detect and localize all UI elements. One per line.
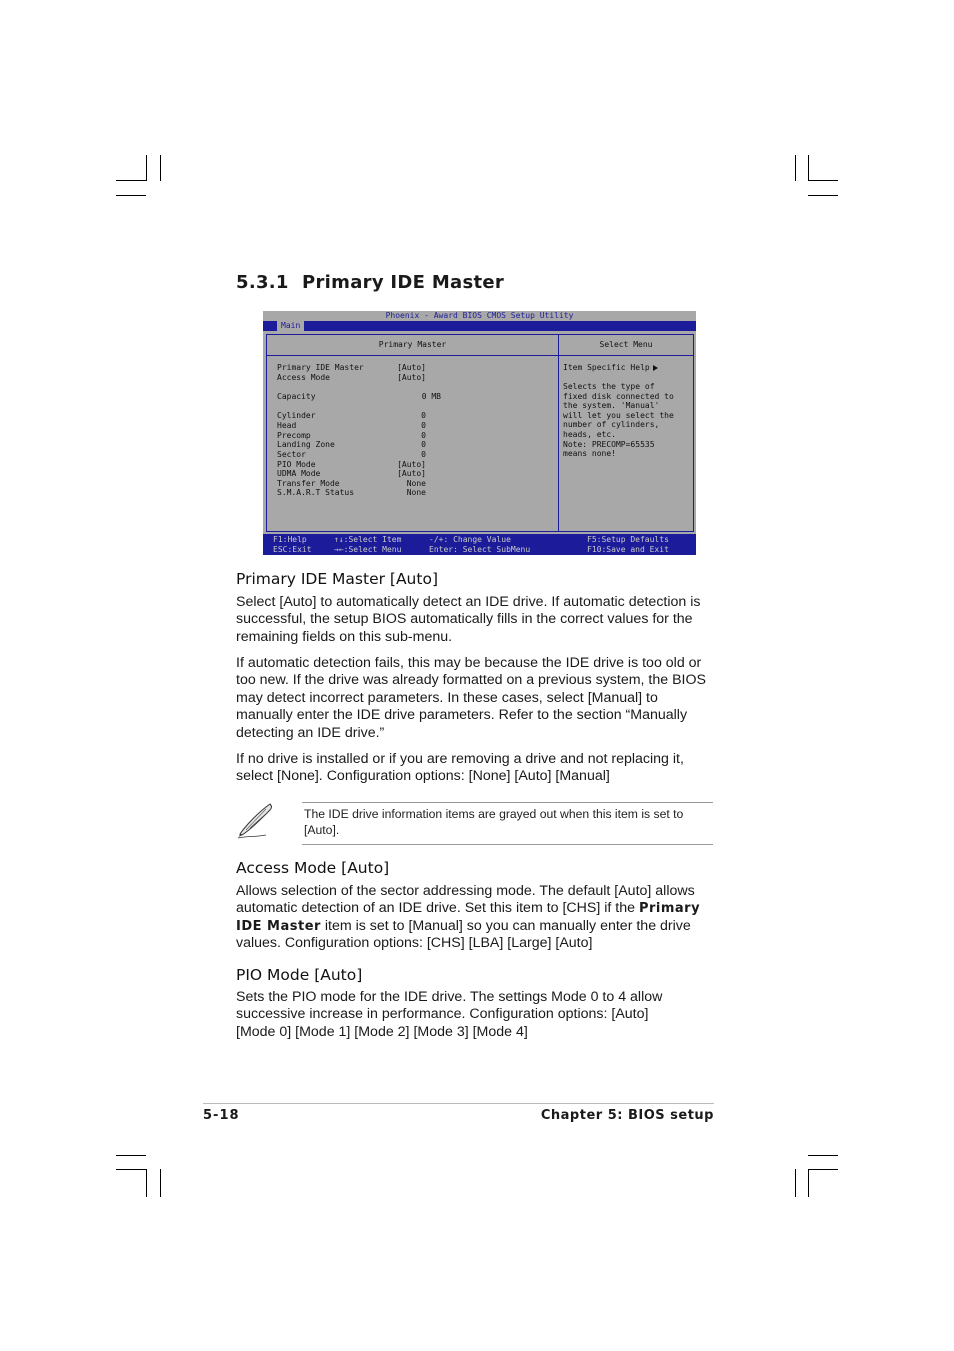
bios-help-header: Select Menu xyxy=(559,335,693,356)
paragraph-text: Allows selection of the sector addressing mode. The default [Auto] allows automatic detection of an IDE drive. Set this item to [CHS] if the xyxy=(236,883,695,917)
triangle-right-icon xyxy=(653,365,658,371)
crop-mark xyxy=(116,1155,146,1156)
field-value: 0 MB xyxy=(421,392,441,401)
field-value: 0 xyxy=(421,421,426,430)
paragraph: Select [Auto] to automatically detect an IDE drive. If automatic detection is successful, the setup BIOS automatically fills in the correct values for the remaining fields on this sub-menu. xyxy=(236,594,701,645)
help-title-text: Item Specific Help xyxy=(563,363,650,372)
crop-mark xyxy=(116,180,146,181)
crop-mark xyxy=(808,1169,809,1197)
bios-panel-header: Primary Master xyxy=(267,335,558,356)
crop-mark xyxy=(160,155,161,181)
help-text: Selects the type of fixed disk connected to the system. 'Manual' will let you select the number of cylinders, heads, etc. Note: PRECOMP=65535 means none! xyxy=(563,382,674,459)
subheading-pio-mode: PIO Mode [Auto] xyxy=(236,966,363,984)
field-value: 0 xyxy=(421,431,426,440)
footer-rule xyxy=(203,1103,714,1104)
paragraph-text: item is set to [Manual] so you can manually enter the drive values. Configuration options: [CHS] [LBA] [Large] [Auto] xyxy=(236,917,691,952)
field-label: S.M.A.R.T Status xyxy=(277,488,355,497)
paragraph: If no drive is installed or if you are removing a drive and not replacing it, select [None]. Configuration options: [None] [Auto] [Manual] xyxy=(236,751,684,785)
crop-mark xyxy=(795,1169,796,1197)
field-label: Head xyxy=(277,421,297,430)
key-exit: ESC:Exit xyxy=(273,545,312,554)
field-label: PIO Mode xyxy=(277,460,316,469)
field-label: UDMA Mode xyxy=(277,469,321,478)
note-text: The IDE drive information items are grayed out when this item is set to [Auto]. xyxy=(304,807,684,837)
key-help: F1:Help xyxy=(273,535,307,544)
subheading-access-mode: Access Mode [Auto] xyxy=(236,859,390,877)
crop-mark xyxy=(808,195,838,196)
section-name: Primary IDE Master xyxy=(302,272,505,293)
field-value: [Auto] xyxy=(397,469,426,478)
key-select-menu: →←:Select Menu xyxy=(334,545,402,554)
field-label: Cylinder xyxy=(277,411,316,420)
bios-menu-main[interactable]: Main xyxy=(277,321,304,331)
field-value: [Auto] xyxy=(397,460,426,469)
crop-mark xyxy=(808,1155,838,1156)
field-label: Landing Zone xyxy=(277,440,335,449)
subheading-primary-ide-master: Primary IDE Master [Auto] xyxy=(236,570,438,588)
pen-note-icon xyxy=(236,800,276,840)
crop-mark xyxy=(795,155,796,181)
crop-mark xyxy=(116,195,146,196)
key-save-exit: F10:Save and Exit xyxy=(587,545,669,554)
field-label: Transfer Mode xyxy=(277,479,340,488)
key-select-item: ↑↓:Select Item xyxy=(334,535,402,544)
bios-help-panel xyxy=(558,334,694,532)
field-value: 0 xyxy=(421,450,426,459)
bios-menubar xyxy=(263,321,696,331)
paragraph-access-mode xyxy=(236,883,716,953)
note-top-rule xyxy=(302,802,713,803)
field-label: Sector xyxy=(277,450,306,459)
field-value: [Auto] xyxy=(397,373,426,382)
bios-title: Phoenix - Award BIOS CMOS Setup Utility xyxy=(263,311,696,321)
page-number: 5-18 xyxy=(203,1108,240,1123)
field-value: 0 xyxy=(421,440,426,449)
help-title xyxy=(563,363,658,372)
field-label: Precomp xyxy=(277,431,311,440)
bios-screenshot xyxy=(263,311,696,555)
key-change-value: -/+: Change Value xyxy=(429,535,511,544)
note-bottom-rule xyxy=(302,844,713,845)
crop-mark xyxy=(808,180,838,181)
paragraph: If automatic detection fails, this may be because the IDE drive is too old or too new. If the drive was already formatted on a previous system, the BIOS may detect incorrect parameters. In these cases, select [Manual] to manually enter the IDE drive parameters. Refer to the section “Manually detecting an IDE drive.” xyxy=(236,655,706,741)
crop-mark xyxy=(116,1169,146,1170)
crop-mark xyxy=(808,1169,838,1170)
section-title xyxy=(236,272,504,293)
crop-mark xyxy=(160,1169,161,1197)
section-number: 5.3.1 xyxy=(236,272,289,293)
field-value: None xyxy=(406,479,426,488)
bios-key-legend xyxy=(263,534,696,555)
key-select-submenu: Enter: Select SubMenu xyxy=(429,545,531,554)
field-label: Primary IDE Master xyxy=(277,363,364,372)
bios-settings-panel xyxy=(266,334,559,532)
field-label: Access Mode xyxy=(277,373,330,382)
chapter-title: Chapter 5: BIOS setup xyxy=(540,1108,714,1123)
key-setup-defaults: F5:Setup Defaults xyxy=(587,535,669,544)
field-value: [Auto] xyxy=(397,363,426,372)
crop-mark xyxy=(146,155,147,181)
field-value: 0 xyxy=(421,411,426,420)
paragraph-bold-term: Primary IDE Master xyxy=(236,901,701,934)
crop-mark xyxy=(146,1169,147,1197)
paragraph: Sets the PIO mode for the IDE drive. The settings Mode 0 to 4 allow successive increase in performance. Configuration options: [Auto] [Mode 0] [Mode 1] [Mode 2] [Mode 3] [Mode 4] xyxy=(236,989,663,1040)
field-label: Capacity xyxy=(277,392,316,401)
field-value: None xyxy=(406,488,426,497)
crop-mark xyxy=(808,155,809,181)
